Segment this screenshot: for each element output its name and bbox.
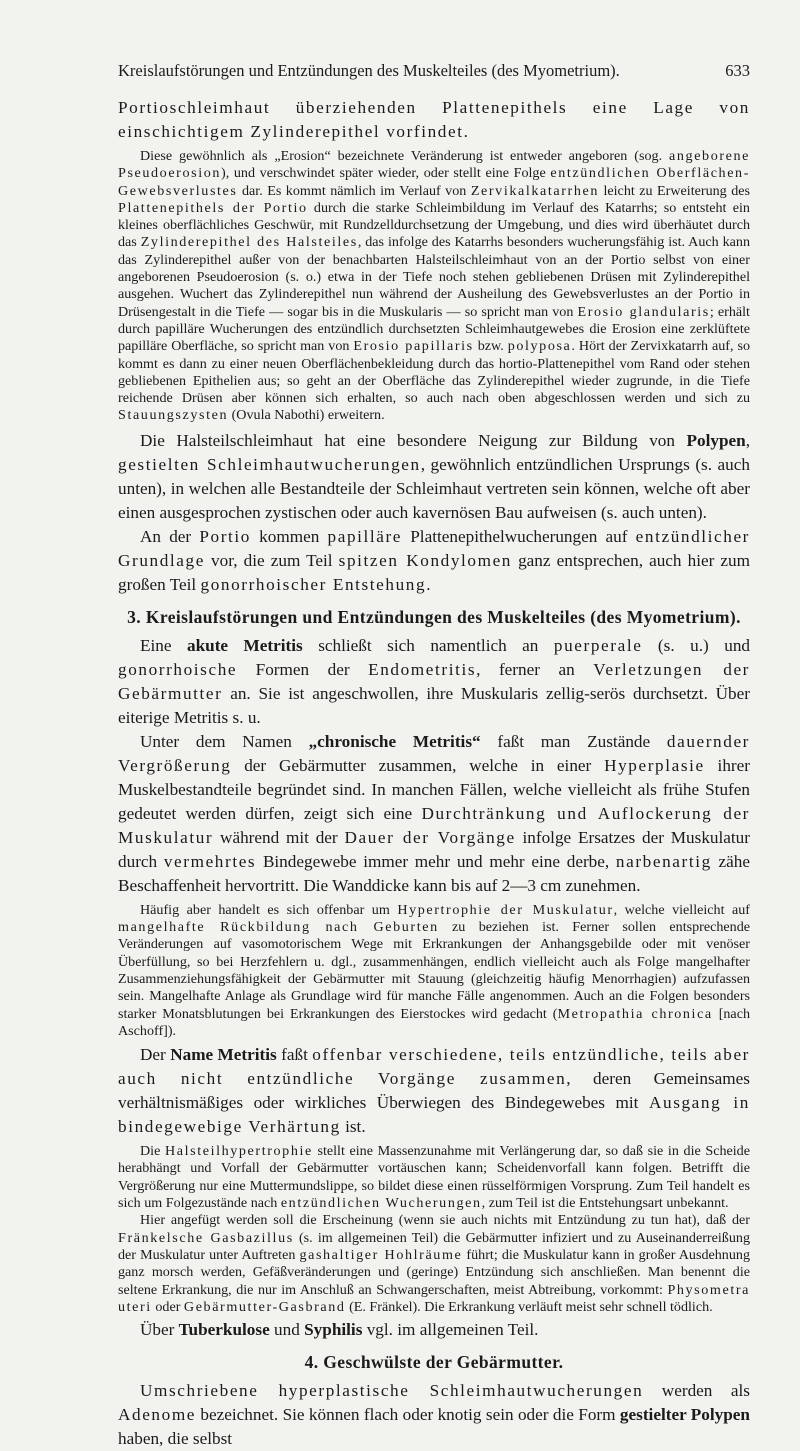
paragraph-portio: An der Portio kommen papilläre Plattenepithelwucherungen auf entzündlicher Grundlage vor, die zum Teil spitzen Kondylomen ganz entsprechen, auch hier zum großen Teil gonorrhoischer Entstehung.: [118, 526, 751, 594]
paragraph-gasbazillus: Hier angefügt werden soll die Erscheinung (wenn sie auch nichts mit Entzündung zu tun hat), daß der Fränkelsche Gasbazillus (s. im allgemeinen Teil) die Gebärmutter infiziert und zu Auseinanderreißung der Muskulatur unter Auftreten gashaltiger Hohlräume führt; die Muskulatur kann in großer Ausdehnung ganz morsch werden, Gefäßveränderungen und (geringe) Entzündung sich anschließen. Man benennt die seltene Erkrankung, die nur im Anschluß an Schwangerschaften, meist Abtreibung, vorkommt: Physometra uteri oder Gebärmutter-Gasbrand (E. Fränkel). Die Erkrankung verläuft meist sehr schnell tödlich.: [118, 1212, 750, 1315]
running-title: Kreislaufstörungen und Entzündungen des Muskelteiles (des Myometrium).: [118, 61, 620, 80]
paragraph-name-metritis: Der Name Metritis faßt offenbar verschiedene, teils entzündliche, teils aber auch nicht entzündliche Vorgänge zusammen, deren Gemeinsames verhältnismäßiges oder wirkliches Überwiegen des Bindegewebes mit Ausgang in bindegewebige Verhärtung ist.: [118, 1045, 750, 1137]
page-number: 633: [725, 61, 750, 80]
paragraph-tuberkulose: Über Tuberkulose und Syphilis vgl. im allgemeinen Teil.: [140, 1320, 539, 1340]
paragraph-adenome: Umschriebene hyperplastische Schleimhautwucherungen werden als Adenome bezeichnet. Sie können flach oder knotig sein oder die Form gestielter Polypen haben, die selbst: [118, 1381, 750, 1449]
paragraph-continuation: Portioschleimhaut überziehenden Plattenepithels eine Lage von einschichtigem Zylinderepithel vorfindet.: [118, 98, 750, 141]
paragraph-halsteilhypertrophie: Die Halsteilhypertrophie stellt eine Massenzunahme mit Verlängerung dar, so daß sie in die Scheide herabhängt und Vorfall der Gebärmutter vortäuschen kann; Scheidenvorfall kann folgen. Betrifft die Vergrößerung nur eine Muttermundslippe, so bildet diese einen rüsselförmigen Vorsprung. Zum Teil handelt es sich um Folgezustände nach entzündlichen Wucherungen, zum Teil ist die Entstehungsart unbekannt.: [118, 1143, 750, 1212]
paragraph-polypen: Die Halsteilschleimhaut hat eine besondere Neigung zur Bildung von Polypen, gestielten Schleimhautwucherungen, gewöhnlich entzündlichen Ursprungs (s. auch unten), in welchen alle Bestandteile der Schleimhaut vertreten sein können, welche oft aber einen ausgesprochen zystischen oder auch kavernösen Bau aufweisen (s. auch unten).: [118, 430, 751, 522]
section-heading-4: 4. Geschwülste der Gebärmutter.: [304, 1352, 564, 1373]
page-body: [118, 96, 750, 1451]
paragraph-chronische-metritis: Unter dem Namen „chronische Metritis“ faßt man Zustände dauernder Vergrößerung der Gebärmutter zusammen, welche in einer Hyperplasie ihrer Muskelbestandteile begründet sind. In manchen Fällen, welche vielleicht als frühe Stufen gedeutet werden dürfen, zeigt sich eine Durchtränkung und Auflockerung der Muskulatur während mit der Dauer der Vorgänge infolge Ersatzes der Muskulatur durch vermehrtes Bindegewebe immer mehr und mehr eine derbe, narbenartig zähe Beschaffenheit hervortritt. Die Wanddicke kann bis auf 2—3 cm zunehmen.: [118, 731, 750, 895]
paragraph-hypertrophie: Häufig aber handelt es sich offenbar um Hypertrophie der Muskulatur, welche vielleicht auf mangelhafte Rückbildung nach Geburten zu beziehen ist. Ferner sollen entsprechende Veränderungen auf vasomotorischem Wege mit Erkrankungen der Anhangsgebilde oder mit venöser Überfüllung, so bei Herzfehlern u. dgl., zusammenhängen, endlich vielleicht auch als Folge mangelhafter Zusammenziehungsfähigkeit der Gebärmutter mit Stauung (gleichzeitig häufig Menorrhagien) aufzufassen sein. Mangelhafte Anlage als Grundlage wird für manche Fälle angenommen. Auch an die Folgen besonders starker Monatsblutungen bei Erkrankungen des Eierstockes wird gedacht (Metropathia chronica [nach Aschoff]).: [118, 901, 751, 1039]
running-head: [118, 61, 750, 83]
paragraph-erosion: Diese gewöhnlich als „Erosion“ bezeichnete Veränderung ist entweder angeboren (sog. angeborene Pseudoerosion), und verschwindet später wieder, oder stellt eine Folge entzündlichen Oberflächen-Gewebsverlustes dar. Es kommt nämlich im Verlauf von Zervikalkatarrhen leicht zu Erweiterung des Plattenepithels der Portio durch die starke Schleimbildung im Verlauf des Katarrhs; so entsteht ein kleines oberflächliches Geschwür, mit Rundzelldurchsetzung der Umgebung, und dies wird überhäutet durch das Zylinderepithel des Halsteiles, das infolge des Katarrhs besonders wucherungsfähig ist. Auch kann das Zylinderepithel außer von der benachbarten Halsteilschleimhaut von an der Portio selbst von einer angeborenen Pseudoerosion (s. o.) etwa in der Tiefe noch stehen gebliebenen Drüsen mit Zylinderepithel ausgehen. Wuchert das Zylinderepithel nun während der Ausheilung des Gewebsverlustes an der Portio in Drüsengestalt in die Tiefe — sogar bis in die Muskularis — so spricht man von Erosio glandularis; erhält durch papilläre Wucherungen des entzündlich durchsetzten Schleimhautgewebes die Erosion eine zerklüftete papilläre Oberfläche, so spricht man von Erosio papillaris bzw. polyposa. Hört der Zervixkatarrh auf, so kommt es dann zu einer neuen Oberflächenbekleidung durch das hortio-Plattenepithel vom Rand oder stehen gebliebenen Epithelien aus; so geht an der Oberfläche das Zylinderepithel wieder zugrunde, in die Tiefe reichende Drüsen aber können sich erhalten, so auch nach oben abgeschlossen werden und sich zu Stauungszysten (Ovula Nabothi) erweitern.: [118, 148, 751, 424]
paragraph-akute-metritis: Eine akute Metritis schließt sich namentlich an puerperale (s. u.) und gonorrhoische Formen der Endometritis, ferner an Verletzungen der Gebärmutter an. Sie ist angeschwollen, ihre Muskularis zellig-serös durchsetzt. Über eiterige Metritis s. u.: [118, 635, 751, 727]
section-heading-3: 3. Kreislaufstörungen und Entzündungen des Muskelteiles (des Myometrium).: [127, 606, 741, 627]
